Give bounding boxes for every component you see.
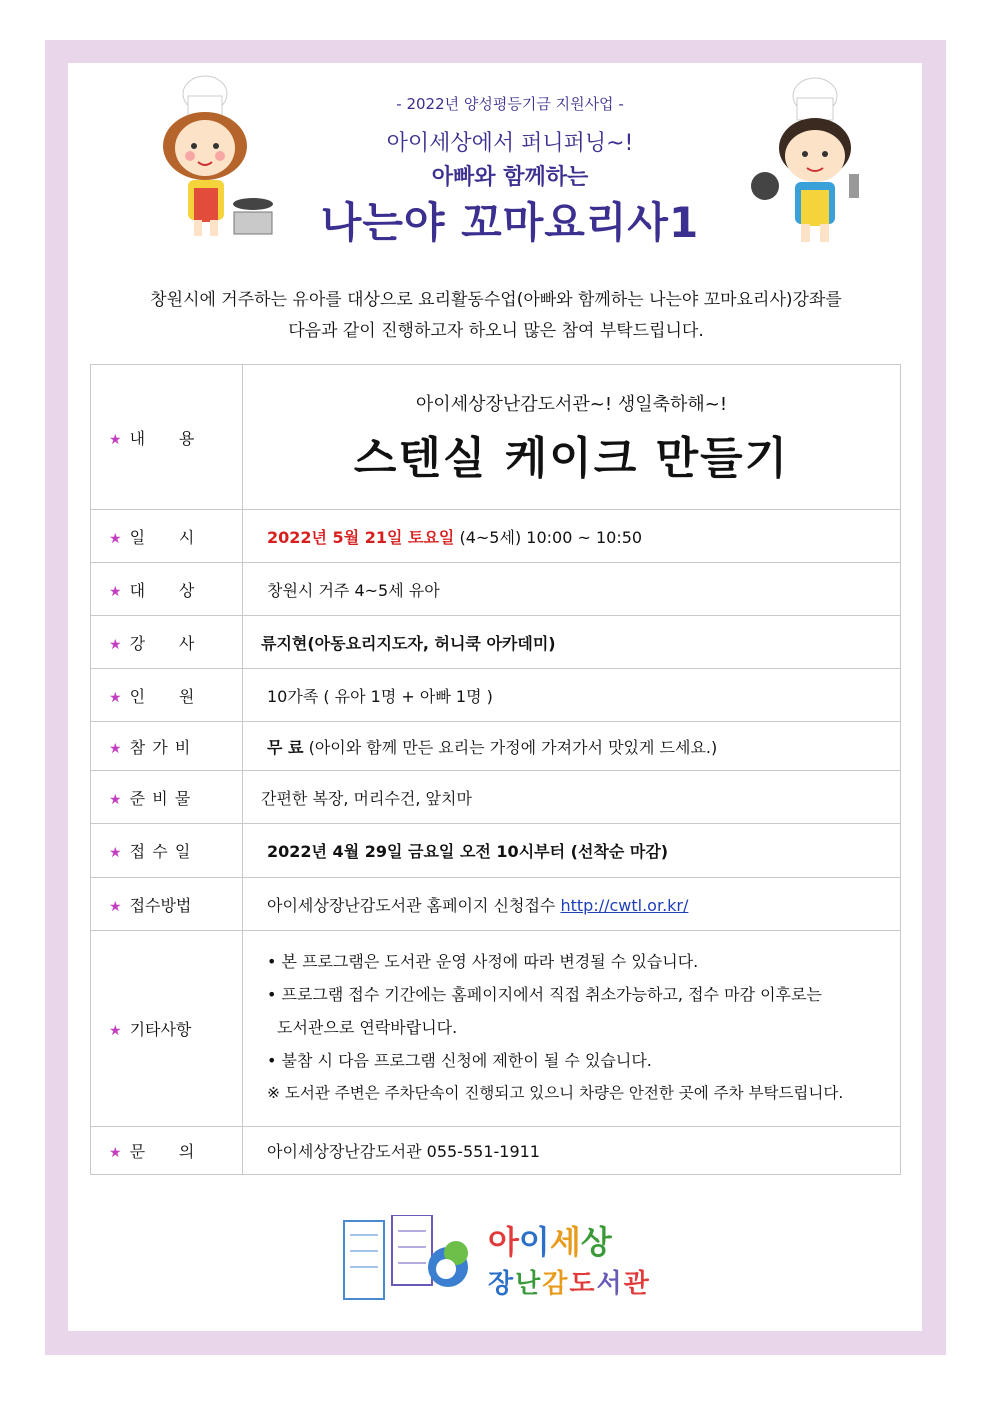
row-instructor: [91, 616, 901, 669]
date-highlight: 2022년 5월 21일 토요일: [267, 527, 455, 547]
star-icon: ★: [109, 583, 122, 600]
row-date: [91, 510, 901, 563]
intro-text: [90, 285, 902, 347]
row-label: ★ 참가비: [91, 722, 243, 771]
note-item: • 프로그램 접수 기간에는 홈페이지에서 직접 취소가능하고, 접수 마감 이후로는: [267, 985, 822, 1004]
fee-free: 무 료: [267, 737, 304, 757]
library-building-icon: [340, 1215, 480, 1305]
header-line2: 아빠와 함께하는: [431, 165, 589, 190]
row-value: 창원시 거주 4~5세 유아: [243, 563, 901, 616]
logo-text-main: 아이세상: [488, 1223, 612, 1261]
row-label: ★ 기타사항: [91, 931, 243, 1127]
star-icon: ★: [109, 530, 122, 547]
row-label: ★ 문 의: [91, 1127, 243, 1175]
row-prepare: [91, 771, 901, 824]
row-method: [91, 878, 901, 931]
header-line1: 아이세상에서 퍼니퍼닝~!: [386, 131, 634, 156]
row-value: 2022년 4월 29일 금요일 오전 10시부터 (선착순 마감): [243, 824, 901, 878]
star-icon: ★: [109, 431, 122, 448]
date-rest: (4~5세) 10:00 ~ 10:50: [454, 527, 643, 547]
star-icon: ★: [109, 791, 122, 808]
row-label: ★ 대 상: [91, 563, 243, 616]
row-label: ★ 접수방법: [91, 878, 243, 931]
note-item: 도서관으로 연락바랍니다.: [277, 1018, 458, 1037]
page-title: 나는야 꼬마요리사1: [320, 198, 700, 247]
row-target: [91, 563, 901, 616]
star-icon: ★: [109, 740, 122, 757]
row-content: [91, 365, 901, 510]
method-text: 아이세상장난감도서관 홈페이지 신청접수: [267, 895, 561, 915]
intro-line1: 창원시에 거주하는 유아를 대상으로 요리활동수업(아빠와 함께하는 나는야 꼬마요리사)강좌를: [150, 290, 842, 310]
notes-list: [267, 931, 900, 1126]
row-receipt-date: [91, 824, 901, 878]
logo-text-sub: 장난감도서관: [488, 1269, 651, 1299]
row-label: ★ 일 시: [91, 510, 243, 563]
row-value: 간편한 복장, 머리수건, 앞치마: [243, 771, 901, 824]
star-icon: ★: [109, 689, 122, 706]
note-item: ※ 도서관 주변은 주차단속이 진행되고 있으니 차량은 안전한 곳에 주차 부탁드립니다.: [267, 1084, 844, 1102]
row-value: 아이세상장난감도서관 055-551-1911: [243, 1127, 901, 1175]
row-contact: [91, 1127, 901, 1175]
row-people: [91, 669, 901, 722]
homepage-link[interactable]: http://cwtl.or.kr/: [560, 895, 689, 915]
row-value: [243, 931, 901, 1127]
row-value: [243, 878, 901, 931]
content-title: 스텐실 케이크 만들기: [353, 433, 790, 484]
row-label: ★ 강 사: [91, 616, 243, 669]
row-etc: [91, 931, 901, 1127]
row-value: [243, 722, 901, 771]
star-icon: ★: [109, 1023, 122, 1039]
header-subtitle: - 2022년 양성평등기금 지원사업 -: [396, 95, 624, 113]
star-icon: ★: [109, 636, 122, 653]
fee-note: (아이와 함께 만든 요리는 가정에 가져가서 맛있게 드세요.): [303, 737, 718, 757]
intro-line2: 다음과 같이 진행하고자 하오니 많은 참여 부탁드립니다.: [288, 321, 704, 341]
info-table: [90, 364, 901, 1175]
star-icon: ★: [109, 1145, 122, 1161]
star-icon: ★: [109, 898, 122, 915]
row-value: [243, 365, 901, 510]
content-subtitle: 아이세상장난감도서관~! 생일축하해~!: [415, 394, 728, 415]
row-label: ★ 접수일: [91, 824, 243, 878]
note-item: • 불참 시 다음 프로그램 신청에 제한이 될 수 있습니다.: [267, 1051, 652, 1070]
row-value: [243, 510, 901, 563]
library-logo: [340, 1215, 660, 1305]
row-label: ★ 내 용: [91, 365, 243, 510]
row-value: 10가족 ( 유아 1명 + 아빠 1명 ): [243, 669, 901, 722]
row-fee: [91, 722, 901, 771]
star-icon: ★: [109, 845, 122, 861]
row-label: ★ 준비물: [91, 771, 243, 824]
row-value: 류지현(아동요리지도자, 허니쿡 아카데미): [243, 616, 901, 669]
note-item: • 본 프로그램은 도서관 운영 사정에 따라 변경될 수 있습니다.: [267, 952, 699, 971]
row-label: ★ 인 원: [91, 669, 243, 722]
